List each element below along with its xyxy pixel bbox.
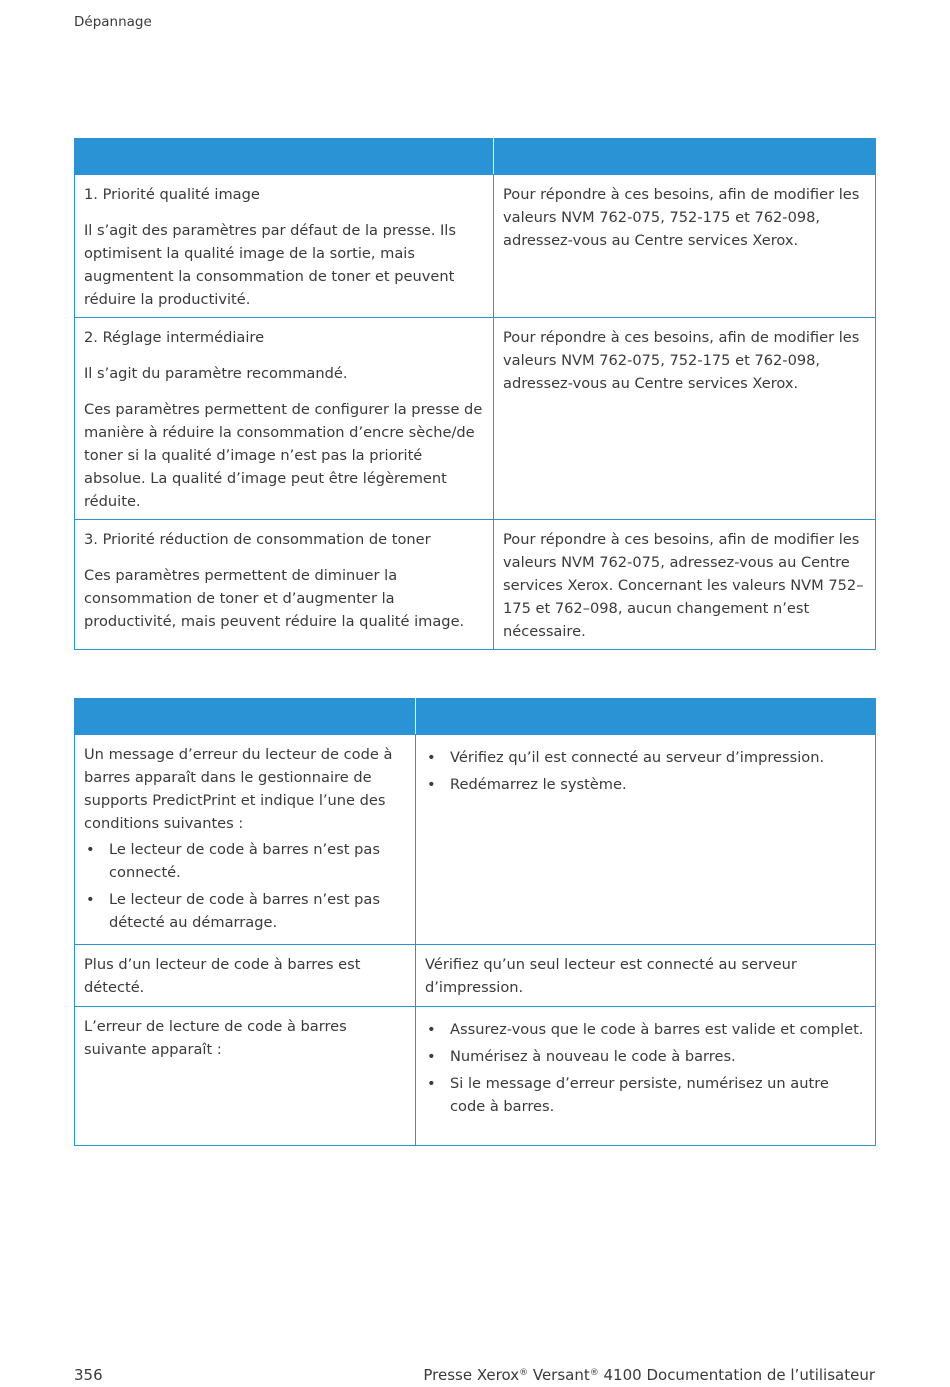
list-item: • Le lecteur de code à barres n’est pas connecté. — [84, 838, 407, 884]
table-cell-left — [75, 945, 416, 1007]
table-row — [75, 945, 876, 1007]
table-row — [75, 520, 876, 650]
running-header: Dépannage — [74, 14, 152, 30]
list-item: • Le lecteur de code à barres n’est pas détecté au démarrage. — [84, 888, 407, 934]
table-cell-left — [75, 1007, 416, 1146]
table-header-cell — [75, 699, 416, 735]
row-description: Il s’agit du paramètre recommandé. — [84, 365, 348, 382]
list-item: • Numérisez à nouveau le code à barres. — [425, 1045, 867, 1068]
solution-list — [425, 746, 867, 796]
list-item: • Redémarrez le système. — [425, 773, 867, 796]
row-action: Pour répondre à ces besoins, afin de modifier les valeurs NVM 762-075, adressez-vous au Centre services Xerox. Concernant les valeurs NVM 752–175 et 762–098, aucun changement n’est nécessaire. — [503, 531, 864, 640]
problem-text: Un message d’erreur du lecteur de code à barres apparaît dans le gestionnaire de supports PredictPrint et indique l’une des conditions suivantes : — [84, 746, 393, 832]
table-cell-left — [75, 520, 494, 650]
problem-text: Plus d’un lecteur de code à barres est détecté. — [84, 956, 361, 996]
table-header-row — [75, 139, 876, 175]
table-row — [75, 1007, 876, 1146]
solution-list — [425, 1018, 867, 1118]
list-item: • Assurez-vous que le code à barres est valide et complet. — [425, 1018, 867, 1041]
toner-settings-table — [74, 138, 876, 650]
table-cell-left — [75, 175, 494, 318]
row-title: 3. Priorité réduction de consommation de toner — [84, 531, 431, 548]
list-item: • Vérifiez qu’il est connecté au serveur d’impression. — [425, 746, 867, 769]
page-number: 356 — [74, 1366, 103, 1384]
table-cell-right — [494, 175, 876, 318]
registered-mark: ® — [519, 1368, 529, 1378]
table-row — [75, 735, 876, 945]
solution-text: Vérifiez qu’un seul lecteur est connecté au serveur d’impression. — [425, 956, 797, 996]
table-header-cell — [416, 699, 876, 735]
table-cell-left — [75, 318, 494, 520]
table-cell-right — [416, 735, 876, 945]
table-header-cell — [75, 139, 494, 175]
footer-title-part: Versant — [528, 1366, 590, 1384]
table-cell-right — [416, 1007, 876, 1146]
registered-mark: ® — [589, 1368, 599, 1378]
footer-title-part: 4100 Documentation de l’utilisateur — [598, 1366, 875, 1384]
row-title: 1. Priorité qualité image — [84, 186, 260, 203]
table-row — [75, 175, 876, 318]
problem-conditions-list — [84, 838, 407, 934]
footer-title-part: Presse Xerox — [423, 1366, 520, 1384]
table-header-row — [75, 699, 876, 735]
table-cell-left — [75, 735, 416, 945]
row-description: Il s’agit des paramètres par défaut de la presse. Ils optimisent la qualité image de la sortie, mais augmentent la consommation de toner et peuvent réduire la productivité. — [84, 222, 456, 308]
table-cell-right — [494, 520, 876, 650]
problem-text: L’erreur de lecture de code à barres suivante apparaît : — [84, 1018, 347, 1058]
row-action: Pour répondre à ces besoins, afin de modifier les valeurs NVM 762-075, 752-175 et 762-098, adressez-vous au Centre services Xerox. — [503, 186, 860, 249]
table-cell-right — [416, 945, 876, 1007]
row-description: Ces paramètres permettent de diminuer la consommation de toner et d’augmenter la productivité, mais peuvent réduire la qualité image. — [84, 567, 465, 630]
table-header-cell — [494, 139, 876, 175]
row-title: 2. Réglage intermédiaire — [84, 329, 265, 346]
table-row — [75, 318, 876, 520]
table-cell-right — [494, 318, 876, 520]
list-item: • Si le message d’erreur persiste, numérisez un autre code à barres. — [425, 1072, 867, 1118]
footer-document-title — [423, 1364, 875, 1386]
barcode-reader-table — [74, 698, 876, 1146]
row-action: Pour répondre à ces besoins, afin de modifier les valeurs NVM 762-075, 752-175 et 762-098, adressez-vous au Centre services Xerox. — [503, 329, 860, 392]
row-description: Ces paramètres permettent de configurer la presse de manière à réduire la consommation d’encre sèche/de toner si la qualité d’image n’est pas la priorité absolue. La qualité d’image peut être légèrement réduite. — [84, 401, 483, 510]
